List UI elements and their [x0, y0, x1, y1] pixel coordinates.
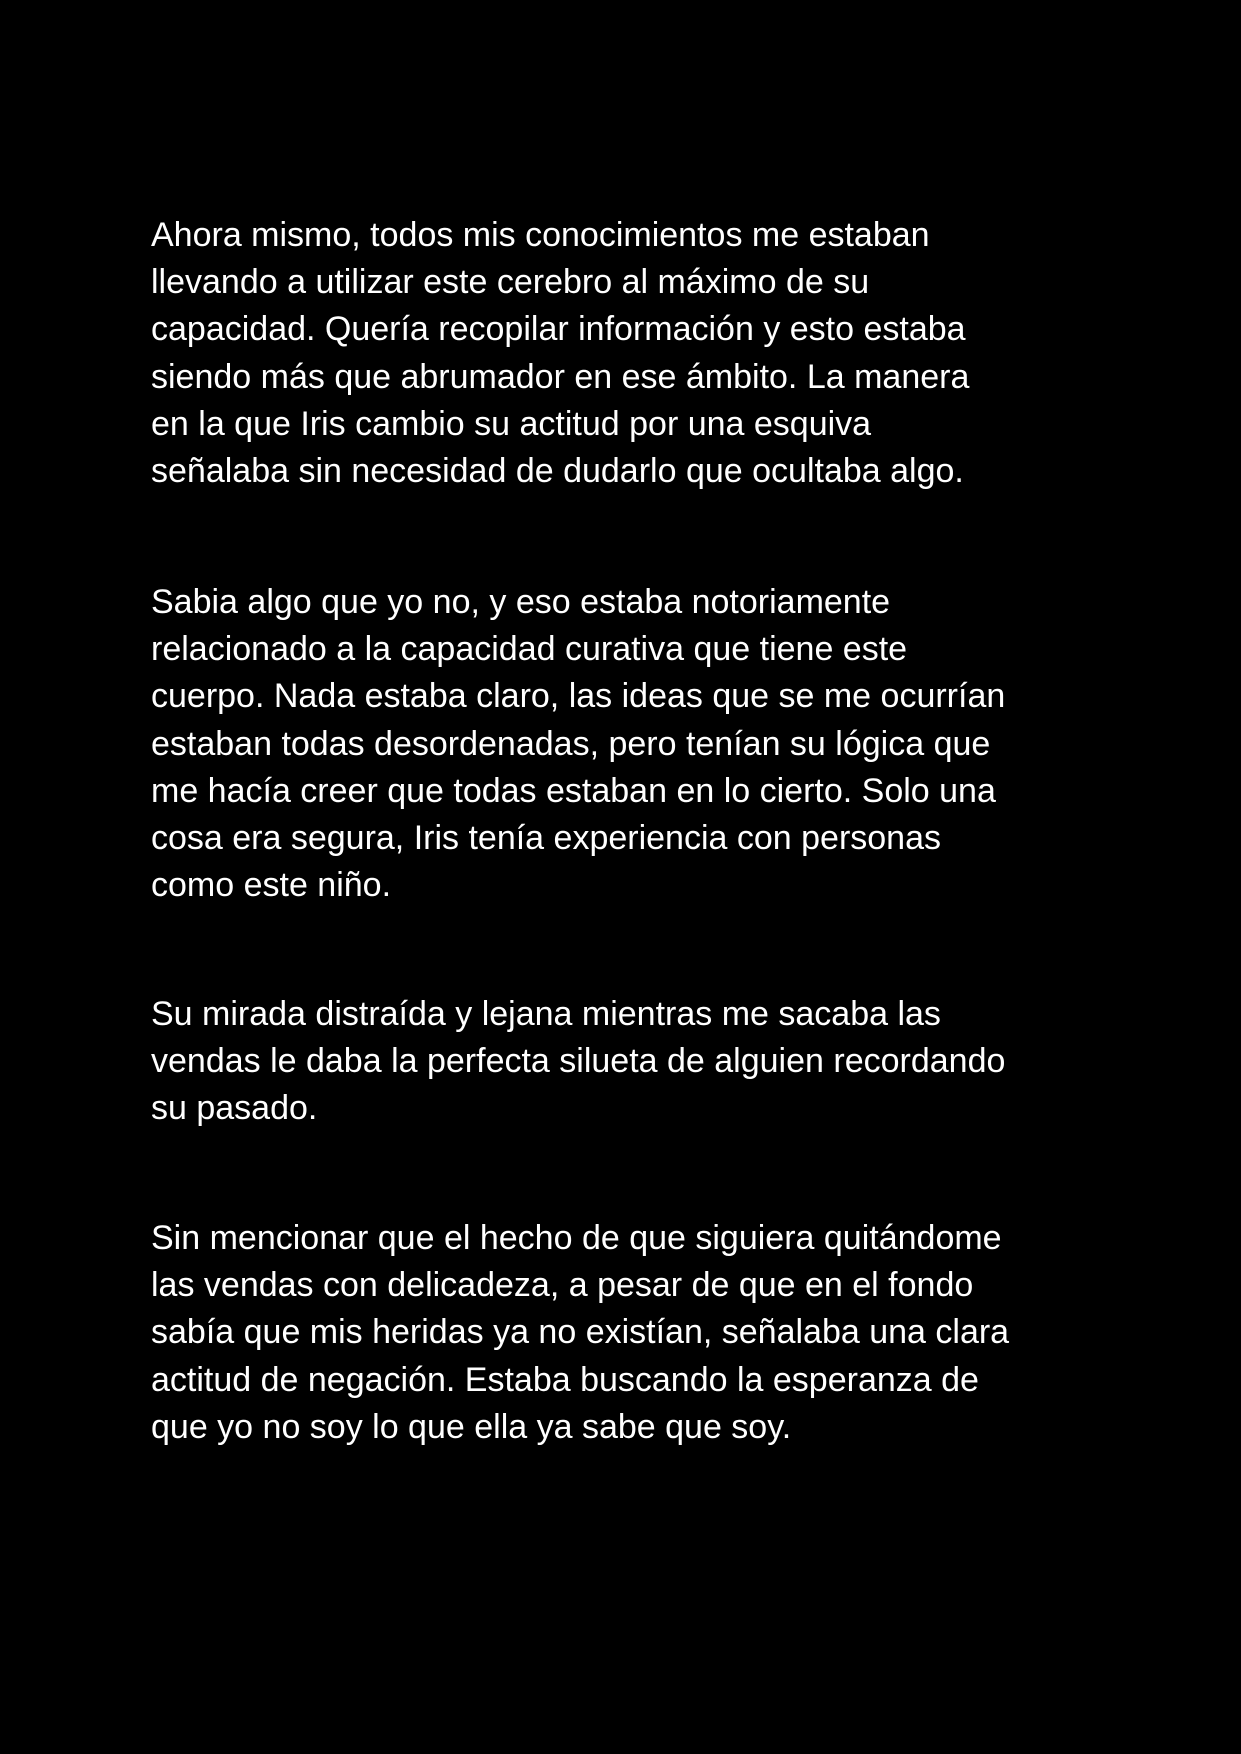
text-line: llevando a utilizar este cerebro al máximo de su	[151, 263, 870, 302]
text-line: Ahora mismo, todos mis conocimientos me estaban	[151, 216, 930, 254]
text-line: capacidad. Quería recopilar información y esto estaba	[151, 310, 966, 349]
text-line: como este niño.	[151, 866, 392, 905]
text-line: sabía que mis heridas ya no existían, señalaba una clara	[151, 1313, 1010, 1352]
text-line: Sabia algo que yo no, y eso estaba notoriamente	[151, 583, 891, 621]
text-line: Sin mencionar que el hecho de que siguiera quitándome	[151, 1219, 1002, 1257]
paragraph-1	[151, 212, 969, 495]
text-line: señalaba sin necesidad de dudarlo que ocultaba algo.	[151, 452, 964, 491]
text-line: actitud de negación. Estaba buscando la esperanza de	[151, 1360, 979, 1399]
text-line: Su mirada distraída y lejana mientras me sacaba las	[151, 995, 941, 1033]
text-line: estaban todas desordenadas, pero tenían su lógica que	[151, 724, 991, 763]
text-line: cuerpo. Nada estaba claro, las ideas que se me ocurrían	[151, 677, 1006, 716]
text-line: siendo más que abrumador en ese ámbito. La manera	[151, 357, 970, 396]
text-line: cosa era segura, Iris tenía experiencia con personas	[151, 819, 942, 858]
text-line: relacionado a la capacidad curativa que tiene este	[151, 630, 908, 669]
text-line: que yo no soy lo que ella ya sabe que soy.	[151, 1407, 792, 1446]
text-line: su pasado.	[151, 1089, 318, 1128]
paragraph-3	[151, 991, 1005, 1133]
paragraph-4	[151, 1215, 1009, 1451]
paragraph-2	[151, 579, 1005, 909]
text-line: me hacía creer que todas estaban en lo cierto. Solo una	[151, 771, 996, 810]
text-line: vendas le daba la perfecta silueta de alguien recordando	[151, 1042, 1006, 1081]
text-line: en la que Iris cambio su actitud por una esquiva	[151, 404, 872, 443]
text-line: las vendas con delicadeza, a pesar de que en el fondo	[151, 1266, 974, 1305]
